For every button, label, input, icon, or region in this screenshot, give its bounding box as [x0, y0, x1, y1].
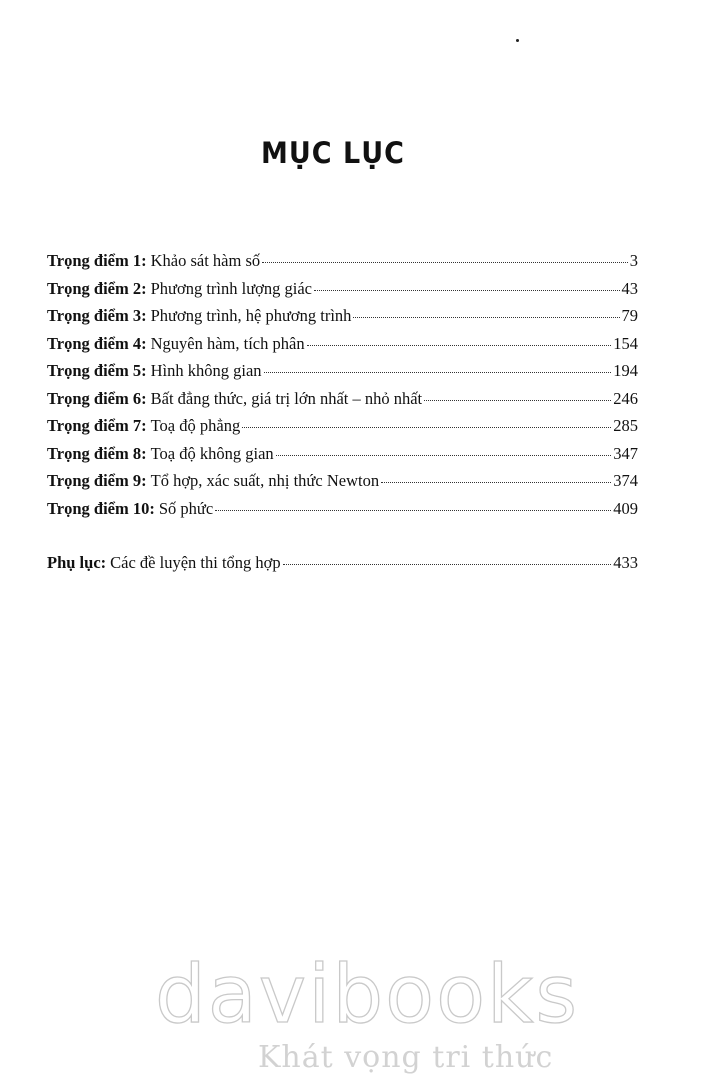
- toc-entry-topic: Toạ độ không gian: [150, 443, 274, 463]
- toc-entry-label: Trọng điểm 2:: [47, 278, 147, 298]
- toc-entry-topic: Khảo sát hàm số: [150, 251, 261, 270]
- toc-entry-page: 374: [613, 471, 638, 490]
- toc-entry-topic: Số phức: [158, 498, 214, 518]
- toc-entry-label: Trọng điểm 5:: [47, 361, 147, 380]
- toc-entry[interactable]: Trọng điểm 8 : Toạ độ không gian 347: [47, 440, 638, 468]
- toc-entry[interactable]: [47, 330, 638, 358]
- toc-entry[interactable]: [47, 357, 638, 385]
- toc-entry-page: 246: [613, 388, 638, 408]
- appendix-section: [47, 549, 638, 577]
- toc-entry-page: 347: [613, 443, 638, 463]
- toc-entry-label: Trọng điểm 9:: [47, 471, 147, 490]
- toc-entry[interactable]: [47, 467, 638, 495]
- dot-leader: [262, 261, 628, 263]
- appendix-label: Phụ lục:: [47, 553, 107, 572]
- toc-entry-topic: Phương trình lượng giác: [150, 278, 312, 298]
- toc-entry-page: 409: [613, 498, 638, 518]
- dot-leader: [314, 289, 620, 291]
- page-title: MỤC LỤC: [261, 136, 405, 171]
- page-speck: [516, 39, 519, 42]
- dot-leader: [353, 316, 619, 318]
- toc-entry-page: 154: [613, 333, 638, 353]
- toc-entry[interactable]: Trọng điểm 7 : Toạ độ phẳng 285: [47, 412, 638, 440]
- toc-entry[interactable]: [47, 275, 638, 303]
- toc-entry[interactable]: [47, 495, 638, 523]
- toc-entry-topic: Phương trình, hệ phương trình: [150, 306, 352, 325]
- appendix-topic: Các đề luyện thi tổng hợp: [110, 553, 281, 572]
- toc-entry[interactable]: [47, 302, 638, 330]
- dot-leader: [264, 371, 612, 373]
- dot-leader: [242, 426, 611, 428]
- toc-entry[interactable]: [47, 247, 638, 275]
- toc-entry-page: 79: [621, 306, 638, 325]
- toc-entry-topic: Tổ hợp, xác suất, nhị thức Newton: [150, 471, 380, 490]
- dot-leader: [307, 344, 612, 346]
- toc-entry-label: Trọng điểm 10:: [47, 498, 155, 518]
- toc-entry-page: 194: [613, 361, 638, 380]
- dot-leader: [276, 454, 612, 456]
- toc-entry-label: Trọng điểm 1:: [47, 251, 147, 270]
- watermark-tagline: Khát vọng tri thức: [258, 1040, 554, 1075]
- toc-entry-page: 285: [613, 416, 638, 435]
- toc-entry-label: Trọng điểm 4:: [47, 333, 147, 353]
- dot-leader: [283, 563, 612, 565]
- toc-entry-page: 3: [629, 251, 638, 270]
- dot-leader: [215, 509, 611, 511]
- appendix-page: 433: [613, 553, 638, 572]
- watermark-brand: davibooks: [155, 948, 580, 1041]
- toc-entry-label: Trọng điểm 3:: [47, 306, 147, 325]
- toc-entry-label: Trọng điểm 6:: [47, 388, 147, 408]
- toc-entry-appendix[interactable]: [47, 549, 638, 577]
- table-of-contents: [47, 247, 638, 522]
- toc-entry-label: Trọng điểm 8: [47, 443, 142, 463]
- dot-leader: [424, 399, 611, 401]
- toc-entry[interactable]: [47, 385, 638, 413]
- toc-entry-topic: Nguyên hàm, tích phân: [150, 333, 305, 353]
- toc-entry-topic: Toạ độ phẳng: [150, 416, 241, 435]
- dot-leader: [381, 481, 611, 483]
- toc-entry-label: Trọng điểm 7: [47, 416, 142, 435]
- toc-entry-topic: Bất đẳng thức, giá trị lớn nhất – nhỏ nhất: [150, 388, 423, 408]
- toc-entry-page: 43: [621, 278, 638, 298]
- toc-entry-topic: Hình không gian: [150, 361, 262, 380]
